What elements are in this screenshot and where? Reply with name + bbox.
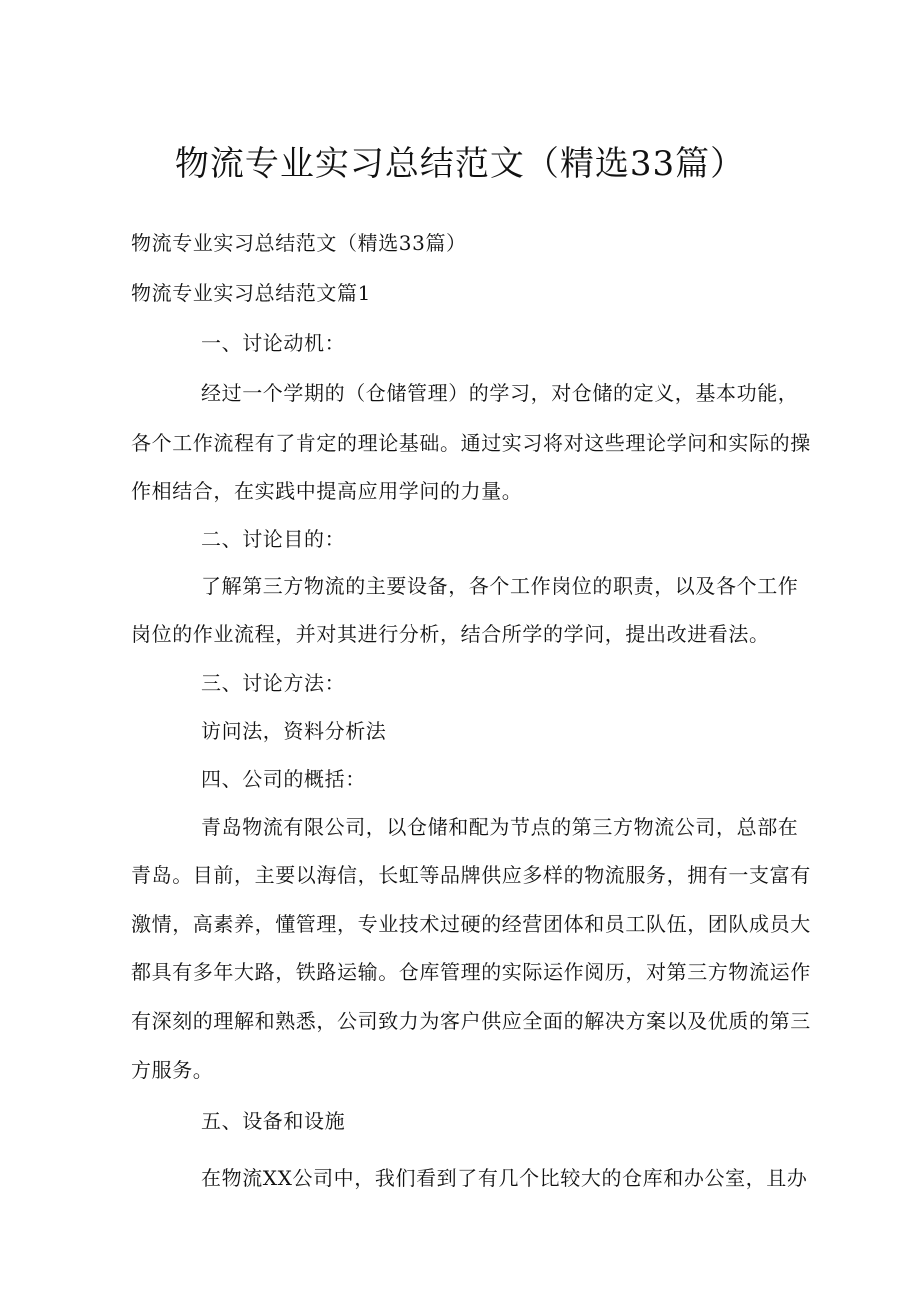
paragraph-line: 了解第三方物流的主要设备，各个工作岗位的职责，以及各个工作 <box>201 574 799 598</box>
paragraph-line: 有深刻的理解和熟悉，公司致力为客户供应全面的解决方案以及优质的第三 <box>131 1009 811 1033</box>
heading-research-purpose: 二、讨论目的： <box>201 527 346 551</box>
section-title: 物流专业实习总结范文篇1 <box>131 281 371 305</box>
heading-company-overview: 四、公司的概括： <box>201 767 366 791</box>
heading-research-motive: 一、讨论动机： <box>201 331 346 355</box>
heading-equipment-facilities: 五、设备和设施 <box>201 1109 346 1133</box>
paragraph-line: 青岛。目前，主要以海信，长虹等品牌供应多样的物流服务，拥有一支富有 <box>131 863 811 887</box>
paragraph-line: 方服务。 <box>131 1058 214 1082</box>
paragraph-line: 都具有多年大路，铁路运输。仓库管理的实际运作阅历，对第三方物流运作 <box>131 960 811 984</box>
document-title: 物流专业实习总结范文（精选33篇） <box>174 144 746 184</box>
paragraph-line: 访问法，资料分析法 <box>201 719 387 743</box>
paragraph-line: 激情，高素养，懂管理，专业技术过硬的经营团体和员工队伍，团队成员大 <box>131 912 811 936</box>
paragraph-line: 各个工作流程有了肯定的理论基础。通过实习将对这些理论学问和实际的操 <box>131 431 811 455</box>
paragraph-line: 经过一个学期的（仓储管理）的学习，对仓储的定义，基本功能， <box>201 381 799 405</box>
paragraph-line: 青岛物流有限公司，以仓储和配为节点的第三方物流公司，总部在 <box>201 815 799 839</box>
heading-research-method: 三、讨论方法： <box>201 671 346 695</box>
document-subtitle: 物流专业实习总结范文（精选33篇） <box>131 231 467 255</box>
paragraph-line: 岗位的作业流程，并对其进行分析，结合所学的学问，提出改进看法。 <box>131 622 770 646</box>
paragraph-line: 作相结合，在实践中提高应用学问的力量。 <box>131 479 523 503</box>
paragraph-line: 在物流XX公司中，我们看到了有几个比较大的仓库和办公室，且办 <box>201 1166 808 1190</box>
